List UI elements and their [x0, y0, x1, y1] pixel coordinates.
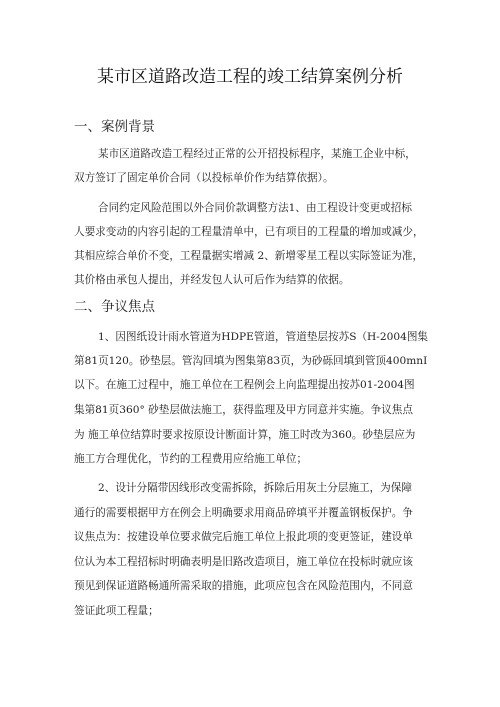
- paragraph-line: 双方签订了固定单价合同（以投标单价作为结算依据）。: [74, 172, 334, 184]
- paragraph-line: 议焦点为：按建设单位要求做完后施工单位上报此项的变更签证，建设单: [74, 531, 413, 543]
- paragraph-line: 施工方合理优化，节约的工程费用应给施工单位；: [74, 453, 308, 465]
- paragraph-line: 其价格由承包人提出，并经发包人认可后作为结算的依据。: [74, 274, 350, 286]
- paragraph-line: 其相应综合单价不变，工程量据实增减 2、新增零星工程以实际签证为准，: [74, 250, 424, 262]
- paragraph-line: 2、设计分隔带因线形改变需拆除，拆除后用灰土分层施工，为保障: [98, 482, 412, 494]
- paragraph-line: 第81页120。砂垫层。管沟回填为图集第83页，为砂砾回填到管顶400mnI: [74, 355, 428, 367]
- paragraph-line: 人要求变动的内容引起的工程量清单中，已有项目的工程量的增加或减少，: [74, 226, 424, 238]
- paragraph-line: 签证此项工程量；: [74, 605, 159, 617]
- paragraph-line: 预见到保证道路畅通所需采取的措施，此项应包含在风险范围内，不同意: [74, 580, 413, 592]
- document-title: 某市区道路改造工程的竣工结算案例分析: [97, 67, 403, 87]
- paragraph-line: 位认为本工程招标时明确表明是旧路改造项目，施工单位在投标时就应该: [74, 556, 413, 568]
- paragraph-line: 以下。在施工过程中，施工单位在工程例会上向监理提出按苏01-2004图: [74, 379, 415, 391]
- paragraph-line: 集第81页360° 砂垫层做法施工，获得监理及甲方同意并实施。争议焦点: [74, 404, 413, 416]
- paragraph-line: 合同约定风险范围以外合同价款调整方法1、由工程设计变更或招标: [98, 202, 412, 214]
- section-heading-dispute: 二、争议焦点: [74, 299, 155, 315]
- section-heading-background: 一、案例背景: [74, 119, 155, 135]
- paragraph-line: 某市区道路改造工程经过正常的公开招投标程序，某施工企业中标，: [98, 148, 416, 160]
- paragraph-line: 通行的需要根据甲方在例会上明确要求用商品碎填平并覆盖钢板保护。争: [74, 507, 413, 519]
- paragraph-line: 1、因图纸设计雨水管道为HDPE管道，管道垫层按苏S（H-2004图集: [98, 331, 429, 343]
- paragraph-line: 为 施工单位结算时要求按原设计断面计算，施工时改为360。砂垫层应为: [74, 429, 416, 441]
